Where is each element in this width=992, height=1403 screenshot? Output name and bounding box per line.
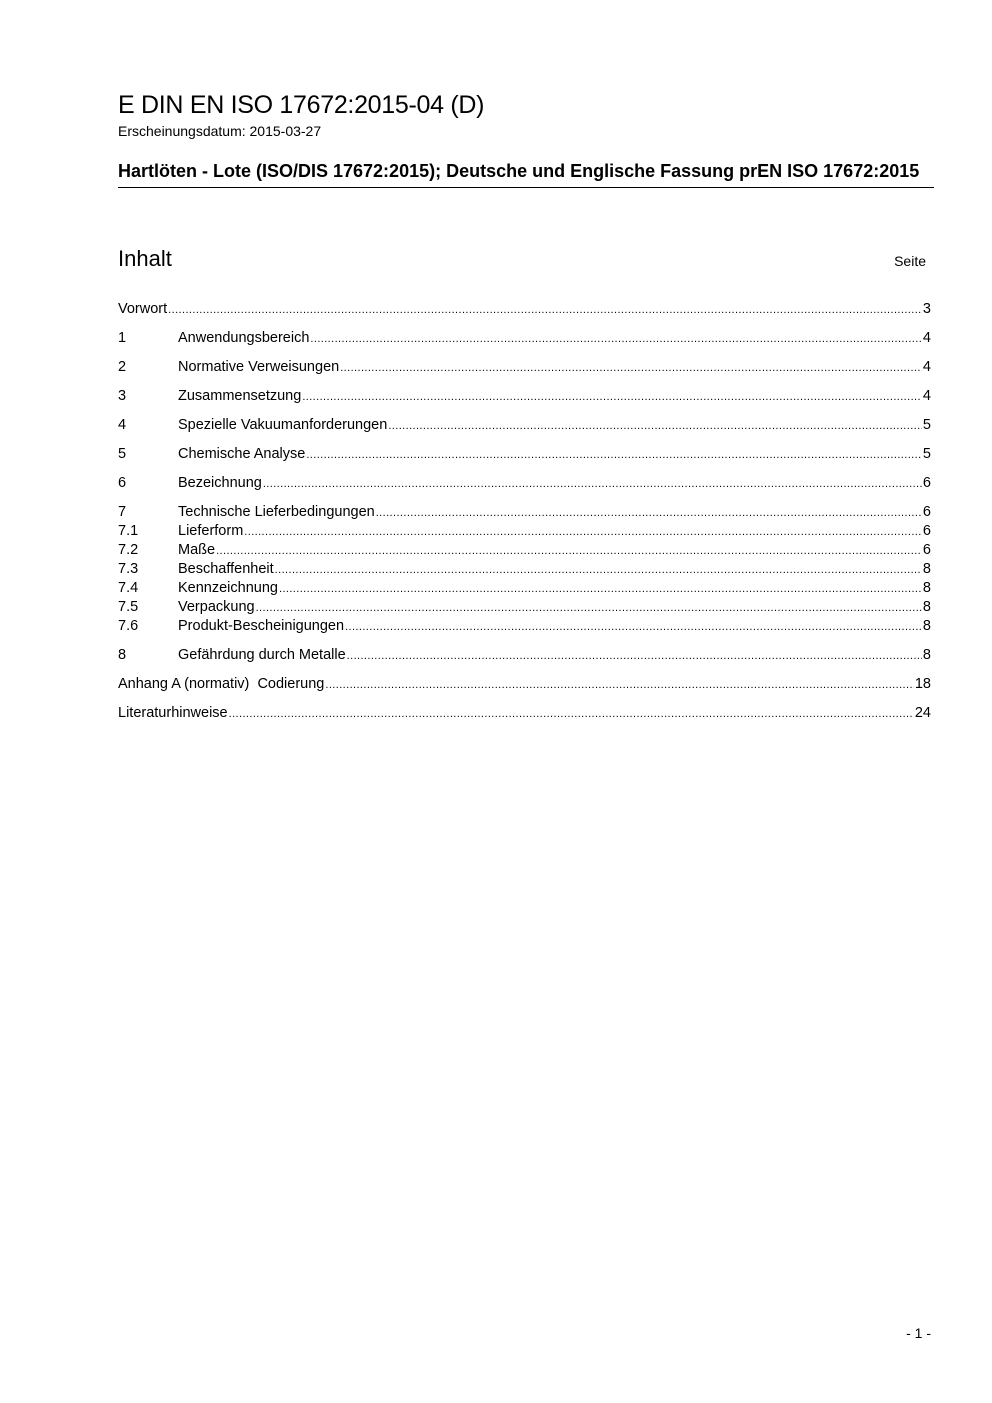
toc-entry-title <box>118 675 324 694</box>
toc-page-label: Seite <box>894 253 926 269</box>
toc-entry-number: 7.5 <box>118 599 139 615</box>
toc-entry-number: 8 <box>118 647 127 663</box>
toc-entry-title: Literaturhinweise <box>118 705 228 721</box>
document-header <box>118 90 934 188</box>
toc-entry-2[interactable] <box>118 358 931 377</box>
toc-entry-number: 3 <box>118 388 127 404</box>
toc-entry-page: 5 <box>922 446 931 462</box>
toc-entry-page: 24 <box>914 705 931 721</box>
toc-entry-8[interactable] <box>118 646 931 665</box>
toc-entry-7-2[interactable] <box>118 541 931 560</box>
toc-entry-page: 6 <box>922 504 931 520</box>
toc-leader <box>325 676 913 695</box>
toc-leader <box>279 580 922 599</box>
toc-entry-page: 8 <box>922 599 931 615</box>
toc-entry-title: Produkt-Bescheinigungen <box>178 618 345 634</box>
toc-leader <box>376 504 922 523</box>
toc-entry-number: 2 <box>118 359 127 375</box>
toc-leader <box>263 475 922 494</box>
toc-entry-vorwort[interactable] <box>118 300 931 319</box>
toc-entry-7-3[interactable] <box>118 560 931 579</box>
toc-entry-number: 7.1 <box>118 523 139 539</box>
toc-entry-7-1[interactable] <box>118 522 931 541</box>
document-subtitle: Hartlöten - Lote (ISO/DIS 17672:2015); Deutsche und Englische Fassung prEN ISO 17672:2015 <box>118 160 934 188</box>
toc-entry-literaturhinweise[interactable] <box>118 704 931 723</box>
toc-entry-7[interactable] <box>118 503 931 522</box>
toc-entry-7-6[interactable] <box>118 617 931 636</box>
toc-leader <box>216 542 922 561</box>
toc-entry-page: 8 <box>922 561 931 577</box>
toc-entry-page: 5 <box>922 417 931 433</box>
toc-leader <box>388 417 922 436</box>
toc-leader <box>306 446 922 465</box>
toc-entry-number: 1 <box>118 330 127 346</box>
annex-title: Codierung <box>257 676 325 692</box>
toc-entry-title: Chemische Analyse <box>178 446 306 462</box>
toc-entry-6[interactable] <box>118 474 931 493</box>
toc-entry-page: 8 <box>922 618 931 634</box>
toc-entry-page: 8 <box>922 580 931 596</box>
toc-entry-page: 6 <box>922 542 931 558</box>
toc-entry-7-5[interactable] <box>118 598 931 617</box>
toc-entry-title: Bezeichnung <box>178 475 262 491</box>
toc-heading-row <box>118 245 926 275</box>
toc-entry-title: Maße <box>178 542 216 558</box>
toc-entry-page: 6 <box>922 475 931 491</box>
toc-entry-7-4[interactable] <box>118 579 931 598</box>
toc-entry-title: Gefährdung durch Metalle <box>178 647 346 663</box>
annex-label: Anhang A <box>118 676 181 692</box>
page-number: - 1 - <box>906 1325 931 1341</box>
toc-entry-number: 4 <box>118 417 127 433</box>
toc-leader <box>256 599 922 618</box>
toc-leader <box>347 647 922 666</box>
toc-entry-title: Anwendungsbereich <box>178 330 310 346</box>
publication-date: Erscheinungsdatum: 2015-03-27 <box>118 123 322 139</box>
toc-entry-title: Technische Lieferbedingungen <box>178 504 375 520</box>
toc-entry-number: 7.4 <box>118 580 139 596</box>
toc-entry-title: Verpackung <box>178 599 255 615</box>
toc-entry-page: 4 <box>922 359 931 375</box>
toc-leader <box>229 705 914 724</box>
toc-entry-title: Lieferform <box>178 523 244 539</box>
toc-entry-anhang-a[interactable] <box>118 675 931 694</box>
toc-leader <box>340 359 922 378</box>
toc-heading: Inhalt <box>118 246 172 271</box>
toc-leader <box>302 388 922 407</box>
toc-leader <box>275 561 922 580</box>
toc-entry-title: Normative Verweisungen <box>178 359 340 375</box>
toc-entry-number: 7.6 <box>118 618 139 634</box>
annex-type: (normativ) <box>184 676 250 692</box>
toc-entry-number: 5 <box>118 446 127 462</box>
toc-entry-page: 4 <box>922 388 931 404</box>
toc-entry-1[interactable] <box>118 329 931 348</box>
toc-entry-5[interactable] <box>118 445 931 464</box>
toc-entry-page: 3 <box>922 301 931 317</box>
toc-entry-page: 6 <box>922 523 931 539</box>
toc-entry-number: 7 <box>118 504 127 520</box>
table-of-contents <box>118 300 931 723</box>
toc-entry-number: 7.2 <box>118 542 139 558</box>
toc-entry-page: 4 <box>922 330 931 346</box>
toc-entry-page: 18 <box>914 676 931 692</box>
document-title: E DIN EN ISO 17672:2015-04 (D) <box>118 91 485 119</box>
toc-entry-number: 7.3 <box>118 561 139 577</box>
toc-entry-title: Spezielle Vakuumanforderungen <box>178 417 388 433</box>
toc-entry-title: Kennzeichnung <box>178 580 278 596</box>
toc-leader <box>310 330 922 349</box>
toc-leader <box>168 301 922 320</box>
toc-leader <box>345 618 922 637</box>
toc-entry-title: Zusammensetzung <box>178 388 302 404</box>
toc-entry-page: 8 <box>922 647 931 663</box>
toc-leader <box>244 523 922 542</box>
toc-entry-3[interactable] <box>118 387 931 406</box>
toc-entry-4[interactable] <box>118 416 931 435</box>
toc-entry-title: Beschaffenheit <box>178 561 274 577</box>
toc-entry-number: 6 <box>118 475 127 491</box>
toc-entry-title: Vorwort <box>118 301 168 317</box>
